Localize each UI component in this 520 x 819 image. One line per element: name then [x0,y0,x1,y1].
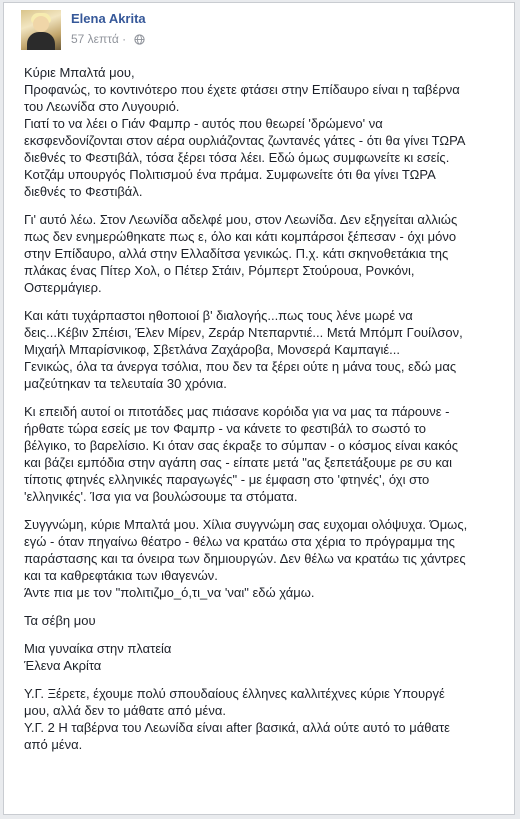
post-paragraph [24,685,502,753]
post-text-line: εγώ - όταν πηγαίνω θέατρο - θέλω να κρατάω στα χέρια το πρόγραμμα της [24,534,455,549]
post-text [24,64,502,764]
post-paragraph [24,403,502,505]
post-text-line: Τα σέβη μου [24,613,96,628]
post-text-line: Κι επειδή αυτοί οι πιτοτάδες μας πιάσανε κορόιδα για να μας τα πάρουνε - [24,404,450,419]
post-text-line: και βάζει εμπόδια στην αγάπη σας - είπατε μετά "ας ξεπετάξουμε ρε συ και [24,455,453,470]
post-meta: 57 λεπτά · [71,32,145,48]
post-text-line: παράστασης και τα όνειρα των δημιουργών. Δεν θέλω να κρατάω τις χάντρες [24,551,466,566]
post-text-line: Κοτζάμ υπουργός Πολιτισμού ένα πράμα. Συμφωνείτε ότι θα γίνει ΤΩΡΑ [24,167,436,182]
post-text-line: Γι' αυτό λέω. Στον Λεωνίδα αδελφέ μου, στον Λεωνίδα. Δεν εξηγείται αλλιώς [24,212,458,227]
globe-icon[interactable] [134,34,145,48]
post-timestamp[interactable]: 57 λεπτά [71,32,119,46]
post-text-line: βέλγικο, το βαρελίσιο. Κι όταν σας έκραξε το σύμπαν - ο κόσμος είναι κακός [24,438,459,453]
post-text-line: δεις...Κέβιν Σπέισι, Έλεν Μίρεν, Ζεράρ Ντεπαρντιέ... Μετά Μπόμπ Γουίλσον, [24,325,463,340]
post-text-line: μαζεύτηκαν τα τελευταία 30 χρόνια. [24,376,227,391]
post-text-line: Μιχαήλ Μπαρίσνικοφ, Σβετλάνα Ζαχάροβα, Μονσερά Καμπαγιέ... [24,342,401,357]
post-text-line: πως δεν ενημερώθηκατε πως ε, όλο και κάτι κομπάρσοι ξέπεσαν - όχι μόνο [24,229,457,244]
avatar[interactable] [21,10,61,50]
post-text-line: διεθνές το Φεστιβάλ. [24,184,143,199]
post-text-line: Γενικώς, όλα τα άνεργα τσόλια, που δεν τα ξέρει ούτε η μάνα τους, εδώ μας [24,359,457,374]
post-text-line: διεθνές το Φεστιβάλ, τόσα ξέρει τόσα λέει. Εδώ όμως συμφωνείτε κι εσείς. [24,150,450,165]
post-header [21,10,501,56]
post-text-line: εκσφενδονίζονται στον αέρα ουρλιάζοντας ζωντανές γάτες - ότι θα γίνει ΤΩΡΑ [24,133,466,148]
post-text-line: 'ελληνικές'. Ίσα για να βουλώσουμε τα στόματα. [24,489,298,504]
post-card [3,2,515,815]
post-text-line: στην Επίδαυρο, αλλά στην Ελλαδίτσα γενικώς. Π.χ. κάτι σκηνοθετάκια της [24,246,449,261]
post-paragraph [24,612,502,629]
post-text-line: Και κάτι τυχάρπαστοι ηθοποιοί β' διαλογής...πως τους λένε μωρέ να [24,308,413,323]
post-text-line: από μένα. [24,737,83,752]
post-paragraph [24,640,502,674]
post-paragraph [24,307,502,392]
post-text-line: τίποτις φτηνές ελληνικές παραγωγές" - με έμφαση στο 'φτηνές', όχι στο [24,472,430,487]
post-text-line: Έλενα Ακρίτα [24,658,102,673]
post-text-line: Οστερμάγιερ. [24,280,102,295]
post-paragraph [24,211,502,296]
post-text-line: ήρθατε τώρα εσείς με τον Φαμπρ - να κάνετε το φεστιβάλ το σωστό το [24,421,427,436]
post-text-line: Κύριε Μπαλτά μου, [24,65,135,80]
post-text-line: Μια γυναίκα στην πλατεία [24,641,172,656]
post-paragraph [24,64,502,200]
post-text-line: Υ.Γ. Ξέρετε, έχουμε πολύ σπουδαίους έλληνες καλλιτέχνες κύριε Υπουργέ [24,686,445,701]
author-name[interactable]: Elena Akrita [71,11,146,26]
post-text-line: πλάκας ένας Πίτερ Χολ, ο Πέτερ Στάιν, Ρόμπερτ Στούρουα, Ρονκόνι, [24,263,415,278]
post-text-line: και τα καθρεφτάκια των ιθαγενών. [24,568,218,583]
post-text-line: Γιατί το να λέει ο Γιάν Φαμπρ - αυτός που θεωρεί 'δρώμενο' να [24,116,383,131]
post-text-line: του Λεωνίδα στο Λυγουριό. [24,99,180,114]
post-text-line: Άντε πια με τον "πολιτιζμο_ό,τι_να 'ναι" εδώ χάμω. [24,585,315,600]
post-text-line: μου, αλλά δεν το μάθατε από μένα. [24,703,226,718]
post-paragraph [24,516,502,601]
post-text-line: Προφανώς, το κοντινότερο που έχετε φτάσει στην Επίδαυρο είναι η ταβέρνα [24,82,460,97]
post-text-line: Υ.Γ. 2 Η ταβέρνα του Λεωνίδα είναι after βασικά, αλλά ούτε αυτό το μάθατε [24,720,450,735]
post-text-line: Συγγνώμη, κύριε Μπαλτά μου. Χίλια συγγνώμη σας ευχομαι ολόψυχα. Όμως, [24,517,468,532]
